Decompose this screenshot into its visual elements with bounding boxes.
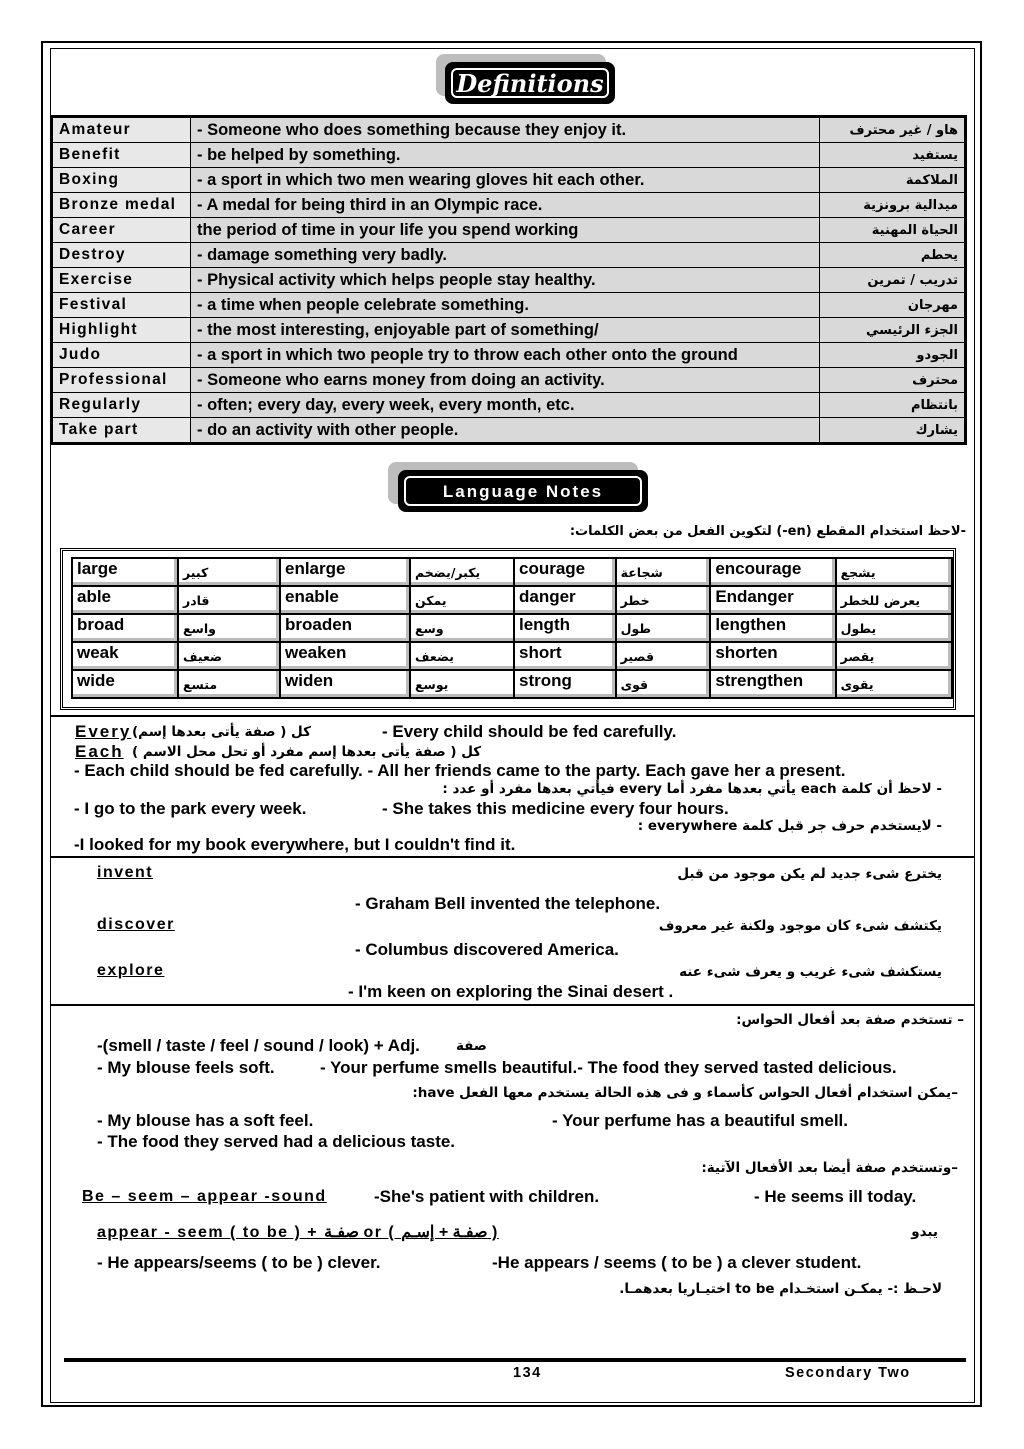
vocab-verb-arabic: يقوى xyxy=(836,670,952,698)
explore-arabic: يستكشف شىء غريب و يعرف شىء عنه xyxy=(679,964,942,980)
definition-text: - A medal for being third in an Olympic race. xyxy=(191,193,820,218)
seem-verbs-note: –وتستخدم صفة أيضا بعد الأفعال الآتية: xyxy=(701,1160,958,1176)
vocab-adjective: danger xyxy=(514,586,616,614)
page-number: 134 xyxy=(513,1365,542,1381)
definition-term: Career xyxy=(52,218,191,243)
definition-text: - Someone who does something because they enjoy it. xyxy=(191,117,820,143)
definition-text: - damage something very badly. xyxy=(191,243,820,268)
definition-text: - a sport in which two men wearing gloves hit each other. xyxy=(191,168,820,193)
definition-row xyxy=(52,293,966,318)
vocab-row xyxy=(514,642,952,670)
vocab-verb-arabic: يضعف xyxy=(410,642,538,670)
definition-row xyxy=(52,393,966,418)
be-seem-appear-sound: Be – seem – appear -sound xyxy=(82,1188,327,1205)
vocab-row xyxy=(72,670,538,698)
to-be-note: لاحـظ :- يمكـن استخـدام to be اختيـاريا بعدهمـا. xyxy=(619,1281,942,1297)
vocab-verb: broaden xyxy=(280,614,410,642)
vocab-adjective-arabic: كبير xyxy=(178,558,280,586)
senses-formula: -(smell / taste / feel / sound / look) + Adj. xyxy=(97,1036,420,1055)
senses-example-2a: - My blouse has a soft feel. xyxy=(97,1111,314,1130)
appear-formula: appear - seem ( to be ) + صفـة or ( صفـة + إسـم ) xyxy=(97,1224,499,1241)
definition-term: Highlight xyxy=(52,318,191,343)
vocab-table-left xyxy=(71,557,539,699)
definition-text: - Physical activity which helps people stay healthy. xyxy=(191,268,820,293)
definition-row xyxy=(52,268,966,293)
en-vocab-box xyxy=(60,548,956,710)
vocab-adjective: length xyxy=(514,614,616,642)
be-example-2: - He seems ill today. xyxy=(754,1187,917,1206)
every-examples-2: - I go to the park every week. - She takes this medicine every four hours. xyxy=(74,799,729,818)
vocab-verb: enable xyxy=(280,586,410,614)
vocab-adjective: strong xyxy=(514,670,616,698)
vocab-verb-arabic: يكبر/يضخم xyxy=(410,558,538,586)
definition-text: - be helped by something. xyxy=(191,143,820,168)
each-examples: - Each child should be fed carefully. - All her friends came to the party. Each gave her a present. xyxy=(74,761,846,780)
vocab-adjective: large xyxy=(72,558,178,586)
each-every-note: - لاحظ أن كلمة each يأتي بعدها مفرد أما every فيأتي بعدها مفرد أو عدد : xyxy=(442,781,942,797)
definition-arabic: الجودو xyxy=(820,343,966,368)
vocab-verb-arabic: يطول xyxy=(836,614,952,642)
definition-arabic: هاو / غير محترف xyxy=(820,117,966,143)
definition-text: - often; every day, every week, every month, etc. xyxy=(191,393,820,418)
definition-arabic: تدريب / تمرين xyxy=(820,268,966,293)
definitions-title-box xyxy=(445,62,615,104)
definition-text: - the most interesting, enjoyable part of something/ xyxy=(191,318,820,343)
vocab-adjective-arabic: واسع xyxy=(178,614,280,642)
senses-have-note: –يمكن استخدام أفعال الحواس كأسماء و فى هذه الحالة يستخدم معها الفعل have: xyxy=(412,1085,958,1101)
appear-example-2: -He appears / seems ( to be ) a clever student. xyxy=(492,1253,862,1272)
vocab-row xyxy=(514,670,952,698)
definitions-title: Definitions xyxy=(456,69,604,98)
vocab-row xyxy=(72,558,538,586)
vocab-adjective: able xyxy=(72,586,178,614)
divider xyxy=(50,856,975,858)
senses-example-3: - The food they served had a delicious taste. xyxy=(97,1132,456,1151)
definition-arabic: يشارك xyxy=(820,418,966,444)
vocab-adjective-arabic: قوى xyxy=(616,670,711,698)
vocab-adjective: broad xyxy=(72,614,178,642)
vocab-adjective: weak xyxy=(72,642,178,670)
senses-example-2b: - Your perfume has a beautiful smell. xyxy=(552,1111,848,1130)
definition-text: - a sport in which two people try to throw each other onto the ground xyxy=(191,343,820,368)
each-arabic: كل ( صفة يأتى بعدها إسم مفرد أو تحل محل الاسم ) xyxy=(132,744,482,760)
definition-row xyxy=(52,318,966,343)
invent-arabic: يخترع شىء جديد لم يكن موجود من قبل xyxy=(677,866,942,882)
vocab-verb-arabic: يعرض للخطر xyxy=(836,586,952,614)
vocab-verb-arabic: وسع xyxy=(410,614,538,642)
vocab-row xyxy=(514,586,952,614)
footer-rule xyxy=(64,1358,966,1362)
language-notes-title-box xyxy=(398,470,648,512)
definition-row xyxy=(52,418,966,444)
vocab-row xyxy=(72,642,538,670)
vocab-verb-arabic: يوسع xyxy=(410,670,538,698)
definition-row xyxy=(52,243,966,268)
vocab-adjective: wide xyxy=(72,670,178,698)
definition-term: Judo xyxy=(52,343,191,368)
definition-term: Boxing xyxy=(52,168,191,193)
definition-row xyxy=(52,368,966,393)
vocab-verb: strengthen xyxy=(710,670,835,698)
everywhere-note: - لايستخدم حرف جر قبل كلمة everywhere : xyxy=(637,818,942,834)
discover-example: - Columbus discovered America. xyxy=(355,940,619,959)
definitions-table xyxy=(50,115,967,445)
discover-word: discover xyxy=(97,916,175,933)
vocab-verb-arabic: يقصر xyxy=(836,642,952,670)
senses-formula-arabic: صفة xyxy=(456,1038,487,1054)
invent-example: - Graham Bell invented the telephone. xyxy=(355,894,661,913)
definition-term: Exercise xyxy=(52,268,191,293)
definition-text: - a time when people celebrate something. xyxy=(191,293,820,318)
discover-arabic: يكتشف شىء كان موجود ولكنة غير معروف xyxy=(658,918,942,934)
definition-row xyxy=(52,143,966,168)
appear-arabic: يبدو xyxy=(911,1224,938,1240)
senses-example-1b: - Your perfume smells beautiful.- The food they served tasted delicious. xyxy=(320,1058,897,1077)
definition-term: Benefit xyxy=(52,143,191,168)
every-heading: Every xyxy=(75,722,132,741)
every-example: - Every child should be fed carefully. xyxy=(382,722,677,741)
definition-arabic: يستفيد xyxy=(820,143,966,168)
definition-text: the period of time in your life you spend working xyxy=(191,218,820,243)
vocab-row xyxy=(72,586,538,614)
definition-arabic: الحياة المهنية xyxy=(820,218,966,243)
definition-term: Festival xyxy=(52,293,191,318)
definition-term: Regularly xyxy=(52,393,191,418)
definition-term: Destroy xyxy=(52,243,191,268)
definition-term: Professional xyxy=(52,368,191,393)
definition-term: Take part xyxy=(52,418,191,444)
definition-row xyxy=(52,168,966,193)
vocab-adjective-arabic: خطر xyxy=(616,586,711,614)
explore-example: - I'm keen on exploring the Sinai desert . xyxy=(348,982,674,1001)
vocab-verb-arabic: يشجع xyxy=(836,558,952,586)
vocab-adjective-arabic: قادر xyxy=(178,586,280,614)
definition-text: - Someone who earns money from doing an activity. xyxy=(191,368,820,393)
vocab-row xyxy=(72,614,538,642)
vocab-adjective-arabic: شجاعة xyxy=(616,558,711,586)
definition-text: - do an activity with other people. xyxy=(191,418,820,444)
definition-arabic: الجزء الرئيسي xyxy=(820,318,966,343)
definition-arabic: مهرجان xyxy=(820,293,966,318)
vocab-adjective-arabic: ضعيف xyxy=(178,642,280,670)
divider xyxy=(50,715,975,717)
be-example-1: -She's patient with children. xyxy=(374,1187,600,1206)
vocab-table-right xyxy=(513,557,953,699)
vocab-verb: encourage xyxy=(710,558,835,586)
definition-term: Amateur xyxy=(52,117,191,143)
vocab-adjective: short xyxy=(514,642,616,670)
divider xyxy=(50,1004,975,1006)
everywhere-example: -I looked for my book everywhere, but I couldn't find it. xyxy=(74,835,516,854)
invent-word: invent xyxy=(97,864,154,881)
definition-row xyxy=(52,193,966,218)
vocab-verb: widen xyxy=(280,670,410,698)
vocab-verb: Endanger xyxy=(710,586,835,614)
vocab-row xyxy=(514,614,952,642)
senses-note: – تستخدم صفة بعد أفعال الحواس: xyxy=(736,1012,964,1028)
vocab-adjective: courage xyxy=(514,558,616,586)
vocab-verb: lengthen xyxy=(710,614,835,642)
en-suffix-note: -لاحظ استخدام المقطع (en-) لتكوين الفعل من بعض الكلمات: xyxy=(569,524,966,539)
definition-term: Bronze medal xyxy=(52,193,191,218)
definition-arabic: محترف xyxy=(820,368,966,393)
vocab-verb: shorten xyxy=(710,642,835,670)
definition-row xyxy=(52,218,966,243)
each-heading: Each xyxy=(75,742,124,761)
definition-row xyxy=(52,117,966,143)
explore-word: explore xyxy=(97,962,165,979)
footer-label: Secondary Two xyxy=(785,1365,911,1381)
definition-arabic: بانتظام xyxy=(820,393,966,418)
appear-example-1: - He appears/seems ( to be ) clever. xyxy=(97,1253,381,1272)
definition-arabic: يحطم xyxy=(820,243,966,268)
definition-arabic: ميدالية برونزية xyxy=(820,193,966,218)
language-notes-title: Language Notes xyxy=(442,482,604,501)
vocab-verb: enlarge xyxy=(280,558,410,586)
definition-row xyxy=(52,343,966,368)
senses-example-1a: - My blouse feels soft. xyxy=(97,1058,275,1077)
vocab-verb: weaken xyxy=(280,642,410,670)
vocab-verb-arabic: يمكن xyxy=(410,586,538,614)
vocab-row xyxy=(514,558,952,586)
every-arabic: كل ( صفة يأتى بعدها إسم) xyxy=(132,724,311,740)
vocab-adjective-arabic: متسع xyxy=(178,670,280,698)
vocab-adjective-arabic: قصير xyxy=(616,642,711,670)
definition-arabic: الملاكمة xyxy=(820,168,966,193)
vocab-adjective-arabic: طول xyxy=(616,614,711,642)
